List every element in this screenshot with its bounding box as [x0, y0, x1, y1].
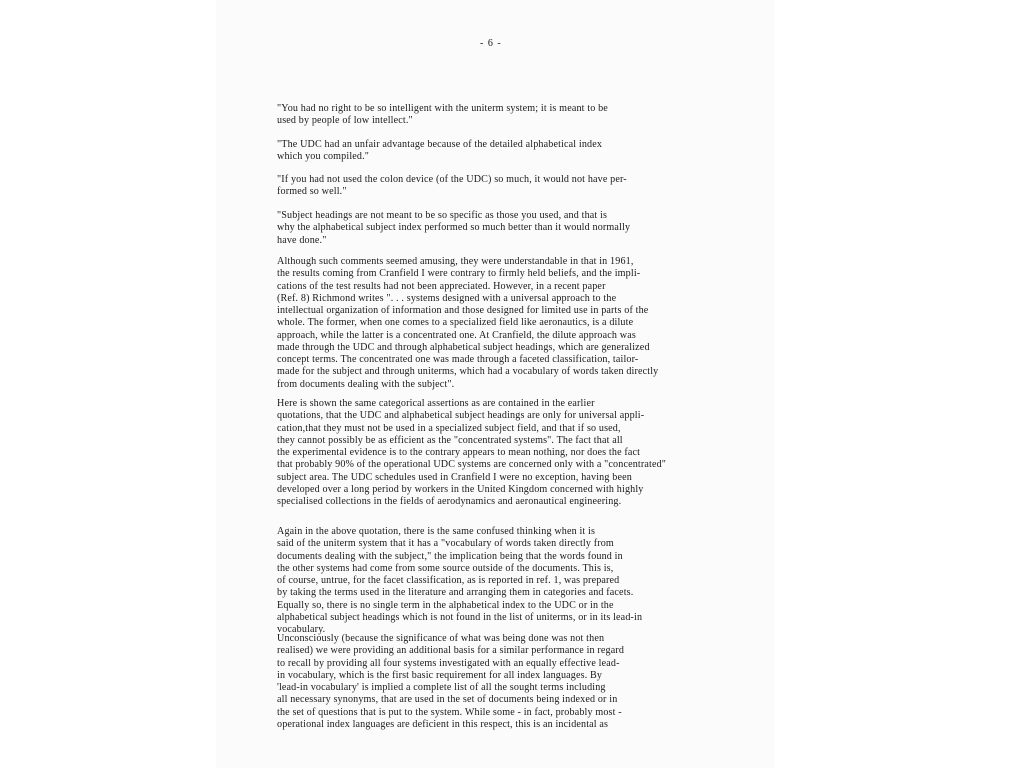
- text-line: vocabulary.: [277, 624, 326, 635]
- text-line: developed over a long period by workers in the United Kingdom concerned with highly: [277, 483, 644, 495]
- text-line: that probably 90% of the operational UDC systems are concerned only with a "concentrated": [277, 459, 667, 471]
- text-line: formed so well.": [277, 186, 347, 198]
- quote-1: [277, 103, 608, 128]
- text-line: all necessary synonyms, that are used in the set of documents being indexed or in: [277, 694, 618, 706]
- quote-3: [277, 174, 627, 199]
- text-line: from documents dealing with the subject".: [277, 378, 455, 390]
- text-line: Unconsciously (because the significance of what was being done was not then: [277, 633, 605, 644]
- text-line: quotations, that the UDC and alphabetical subject headings are only for universal appli-: [277, 410, 645, 422]
- text-line: why the alphabetical subject index performed so much better than it would normally: [277, 222, 631, 234]
- text-line: have done.": [277, 234, 327, 246]
- text-line: realised) we were providing an additional basis for a similar performance in regard: [277, 645, 625, 657]
- text-line: which you compiled.": [277, 151, 370, 163]
- text-line: approach, while the latter is a concentrated one. At Cranfield, the dilute approach was: [277, 329, 636, 341]
- text-line: used by people of low intellect.": [277, 115, 413, 127]
- quote-2: [277, 139, 602, 164]
- text-line: "Subject headings are not meant to be so specific as those you used, and that is: [277, 210, 608, 221]
- text-line: Although such comments seemed amusing, they were understandable in that in 1961,: [277, 256, 634, 267]
- text-line: made through the UDC and through alphabetical subject headings, which are generalized: [277, 341, 650, 353]
- text-line: 'lead-in vocabulary' is implied a complete list of all the sought terms including: [277, 682, 606, 693]
- text-line: to recall by providing all four systems investigated with an equally effective lead-: [277, 657, 620, 669]
- text-line: the set of questions that is put to the system. While some - in fact, probably most -: [277, 706, 622, 718]
- text-line: concept terms. The concentrated one was made through a faceted classification, tailor-: [277, 354, 639, 365]
- text-line: alphabetical subject headings which is not found in the list of uniterms, or in its lead-in: [277, 611, 643, 623]
- text-line: operational index languages are deficient in this respect, this is an incidental as: [277, 718, 609, 730]
- text-line: the experimental evidence is to the contrary appears to mean nothing, nor does the fact: [277, 447, 641, 458]
- paragraph-2: [277, 398, 666, 508]
- text-line: in vocabulary, which is the first basic requirement for all index languages. By: [277, 669, 603, 681]
- text-line: the results coming from Cranfield I were contrary to firmly held beliefs, and the impli-: [277, 268, 641, 280]
- text-line: made for the subject and through uniterms, which had a vocabulary of words taken directly: [277, 366, 659, 378]
- text-line: documents dealing with the subject," the implication being that the words found in: [277, 550, 623, 562]
- text-line: of course, untrue, for the facet classification, as is reported in ref. 1, was prepared: [277, 575, 620, 586]
- text-line: the other systems had come from some source outside of the documents. This is,: [277, 562, 614, 574]
- text-line: whole. The former, when one comes to a specialized field like aeronautics, is a dilute: [277, 317, 634, 329]
- text-line: "The UDC had an unfair advantage because of the detailed alphabetical index: [277, 139, 603, 150]
- quote-4: [277, 210, 630, 247]
- paragraph-1: [277, 256, 658, 391]
- text-line: specialised collections in the fields of aerodynamics and aeronautical engineering.: [277, 496, 622, 507]
- paragraph-4: [277, 633, 624, 731]
- text-line: Again in the above quotation, there is the same confused thinking when it is: [277, 526, 596, 537]
- text-line: subject area. The UDC schedules used in Cranfield I were no exception, having been: [277, 471, 632, 483]
- paragraph-3: [277, 526, 642, 636]
- text-line: intellectual organization of information and those designed for limited use in parts of the: [277, 305, 649, 316]
- text-line: they cannot possibly be as efficient as the "concentrated systems". The fact that all: [277, 434, 623, 446]
- text-line: Equally so, there is no single term in the alphabetical index to the UDC or in the: [277, 599, 614, 611]
- page-number: - 6 -: [480, 38, 502, 49]
- text-line: cation,that they must not be used in a specialized subject field, and that if so used,: [277, 422, 621, 434]
- text-line: said of the uniterm system that it has a "vocabulary of words taken directly from: [277, 538, 614, 550]
- text-line: cations of the test results had not been appreciated. However, in a recent paper: [277, 280, 606, 292]
- text-line: by taking the terms used in the literature and arranging them in categories and facets.: [277, 587, 634, 599]
- text-line: "You had no right to be so intelligent with the uniterm system; it is meant to be: [277, 103, 608, 114]
- text-line: Here is shown the same categorical assertions as are contained in the earlier: [277, 398, 595, 409]
- text-line: "If you had not used the colon device (of the UDC) so much, it would not have per-: [277, 174, 627, 185]
- text-line: (Ref. 8) Richmond writes ". . . systems designed with a universal approach to the: [277, 292, 617, 304]
